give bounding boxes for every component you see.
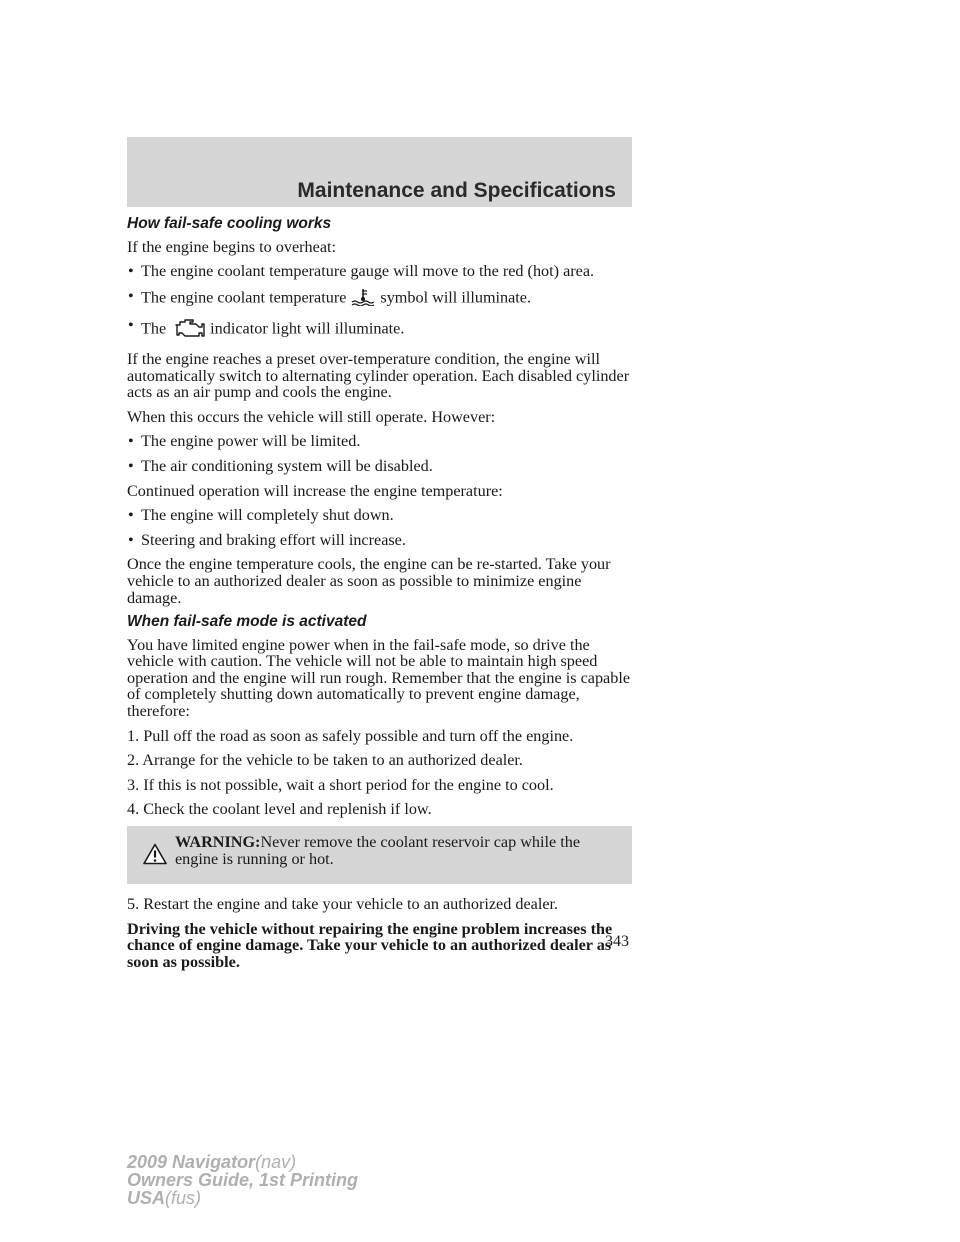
- bold-note: Driving the vehicle without repairing the engine problem increases the chance of engine damage. Take your vehicle to an authorized dealer as soon as possible.: [127, 919, 613, 971]
- paragraph: If the engine reaches a preset over-temperature condition, the engine will automatically switch to alternating cylinder operation. Each disabled cylinder acts as an air pump and cools the engine.: [127, 349, 630, 402]
- footer-line-2: Owners Guide, 1st Printing: [127, 1170, 359, 1190]
- page-content: [127, 216, 632, 978]
- step-item: 4. Check the coolant level and replenish if low.: [127, 800, 432, 819]
- footer-line-1: 2009 Navigator(nav): [127, 1152, 297, 1172]
- warning-box: [127, 826, 632, 884]
- paragraph: Once the engine temperature cools, the engine can be re-started. Take your vehicle to an authorized dealer as soon as possible to minimize engine damage.: [127, 555, 611, 607]
- warning-triangle-icon: [143, 843, 167, 869]
- step-item: 5. Restart the engine and take your vehicle to an authorized dealer.: [127, 895, 559, 914]
- intro-text: If the engine begins to overheat:: [127, 237, 337, 256]
- subheading-fail-safe-mode: When fail-safe mode is activated: [127, 613, 367, 631]
- section-title: Maintenance and Specifications: [297, 179, 616, 202]
- list-item: • The engine power will be limited.: [128, 432, 361, 451]
- list-item: • The engine coolant temperature gauge will move to the red (hot) area.: [128, 262, 595, 281]
- paragraph: Continued operation will increase the engine temperature:: [127, 481, 503, 500]
- warning-text: WARNING:Never remove the coolant reservoir cap while the engine is running or hot.: [175, 833, 580, 868]
- page-number: 343: [605, 933, 629, 950]
- list-item: • The air conditioning system will be disabled.: [128, 456, 433, 475]
- list-item: • The engine coolant temperature symbol will illuminate.: [127, 288, 632, 310]
- list-item: • The indicator light will illuminate.: [127, 317, 632, 343]
- paragraph: When this occurs the vehicle will still operate. However:: [127, 407, 496, 426]
- footer: [127, 1153, 358, 1207]
- step-item: 3. If this is not possible, wait a short period for the engine to cool.: [127, 775, 554, 794]
- list-item: • The engine will completely shut down.: [128, 506, 394, 525]
- footer-line-3: USA(fus): [127, 1188, 202, 1208]
- step-item: 2. Arrange for the vehicle to be taken to an authorized dealer.: [127, 751, 523, 770]
- section-header: [127, 137, 632, 207]
- list-item: • Steering and braking effort will increase.: [128, 530, 406, 549]
- check-engine-icon: [170, 317, 206, 343]
- warning-label: WARNING:: [175, 833, 261, 852]
- paragraph: You have limited engine power when in the fail-safe mode, so drive the vehicle with caution. The vehicle will not be able to maintain high speed operation and the engine will run rough. Remember that the engine is capable of completely shutting down automatically to prevent engine damage, therefore:: [127, 635, 630, 721]
- coolant-temperature-icon: [350, 288, 376, 310]
- subheading-fail-safe-cooling: How fail-safe cooling works: [127, 215, 332, 232]
- step-item: 1. Pull off the road as soon as safely possible and turn off the engine.: [127, 726, 574, 745]
